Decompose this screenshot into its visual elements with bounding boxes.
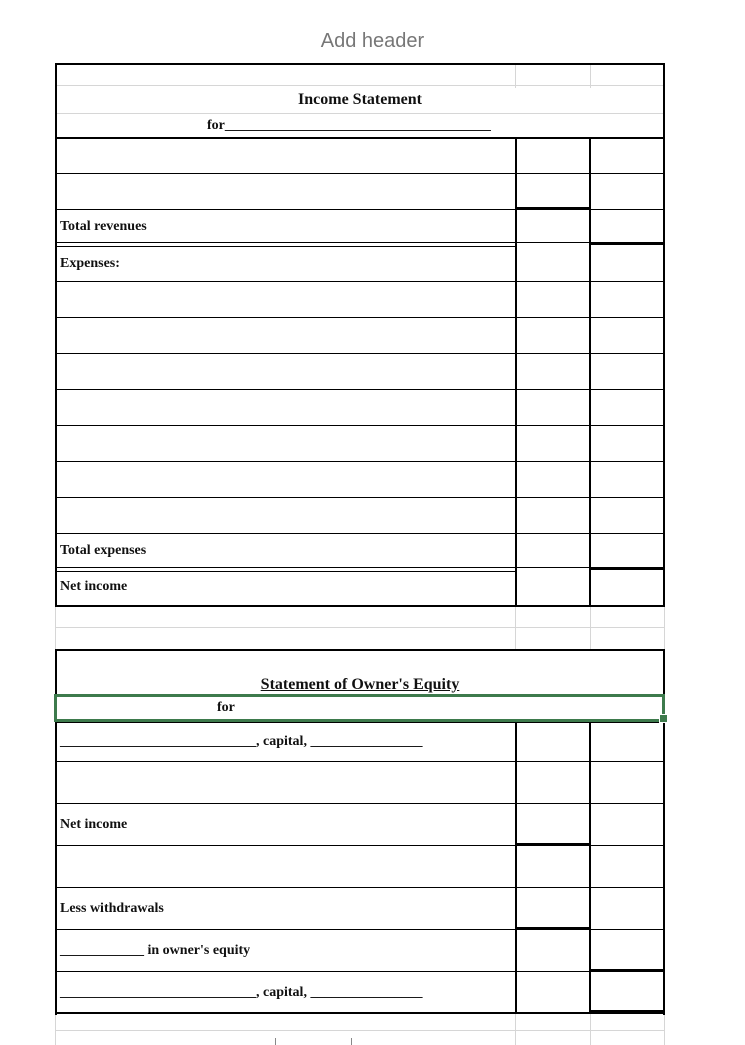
border [663,63,665,607]
gridline [664,1014,665,1045]
gridline [55,85,665,86]
border [55,242,665,243]
owners-equity-for-line: for [217,700,235,715]
border [55,533,665,534]
border [55,317,665,318]
gridline [55,627,665,628]
border [55,803,665,804]
gridline [55,1014,56,1045]
border [55,461,665,462]
border [55,425,665,426]
add-header-link[interactable]: Add header [320,30,425,52]
gridline [55,606,56,650]
gridline [590,1014,591,1045]
border [589,722,591,1014]
border [591,242,664,245]
border [55,63,665,65]
border [517,207,589,210]
gridline [55,113,665,114]
border [55,246,515,247]
border [591,969,664,972]
less-withdrawals-label: Less withdrawals [60,901,164,916]
border [55,173,665,174]
border [591,1010,664,1013]
expenses-label: Expenses: [60,256,120,271]
change-in-equity-line: ____________ in owner's equity [60,943,251,958]
capital-start-line: ____________________________, capital, ________________ [60,734,423,749]
border [515,722,517,1014]
border [515,138,517,606]
fill-handle[interactable] [659,714,668,723]
total-revenues-label: Total revenues [60,219,147,234]
border [589,138,591,606]
income-statement-title: Income Statement [298,91,422,108]
border [55,137,665,139]
total-expenses-label: Total expenses [60,543,147,558]
owners-equity-title: Statement of Owner's Equity [260,676,460,693]
gridline [590,64,591,88]
border [55,567,665,568]
border [55,761,665,762]
border [55,389,665,390]
border [591,567,664,570]
border [517,843,589,846]
net-income-label: Net income [60,579,128,594]
border [55,571,515,572]
income-statement-for-line: for______________________________________ [207,118,491,133]
selected-cell-range[interactable] [54,694,665,722]
capital-end-line: ____________________________, capital, ________________ [60,985,423,1000]
border [55,281,665,282]
net-income-label: Net income [60,817,128,832]
border [55,971,665,972]
gridline [590,606,591,650]
border [517,927,589,930]
border [55,605,665,607]
gridline [664,606,665,650]
border [55,353,665,354]
gridline [275,1038,276,1045]
gridline [515,606,516,650]
gridline [515,1014,516,1045]
gridline [515,64,516,88]
border [55,649,665,651]
gridline [351,1038,352,1045]
border [55,63,57,607]
border [55,1012,665,1014]
border [55,497,665,498]
border [55,887,665,888]
gridline [55,1030,665,1031]
